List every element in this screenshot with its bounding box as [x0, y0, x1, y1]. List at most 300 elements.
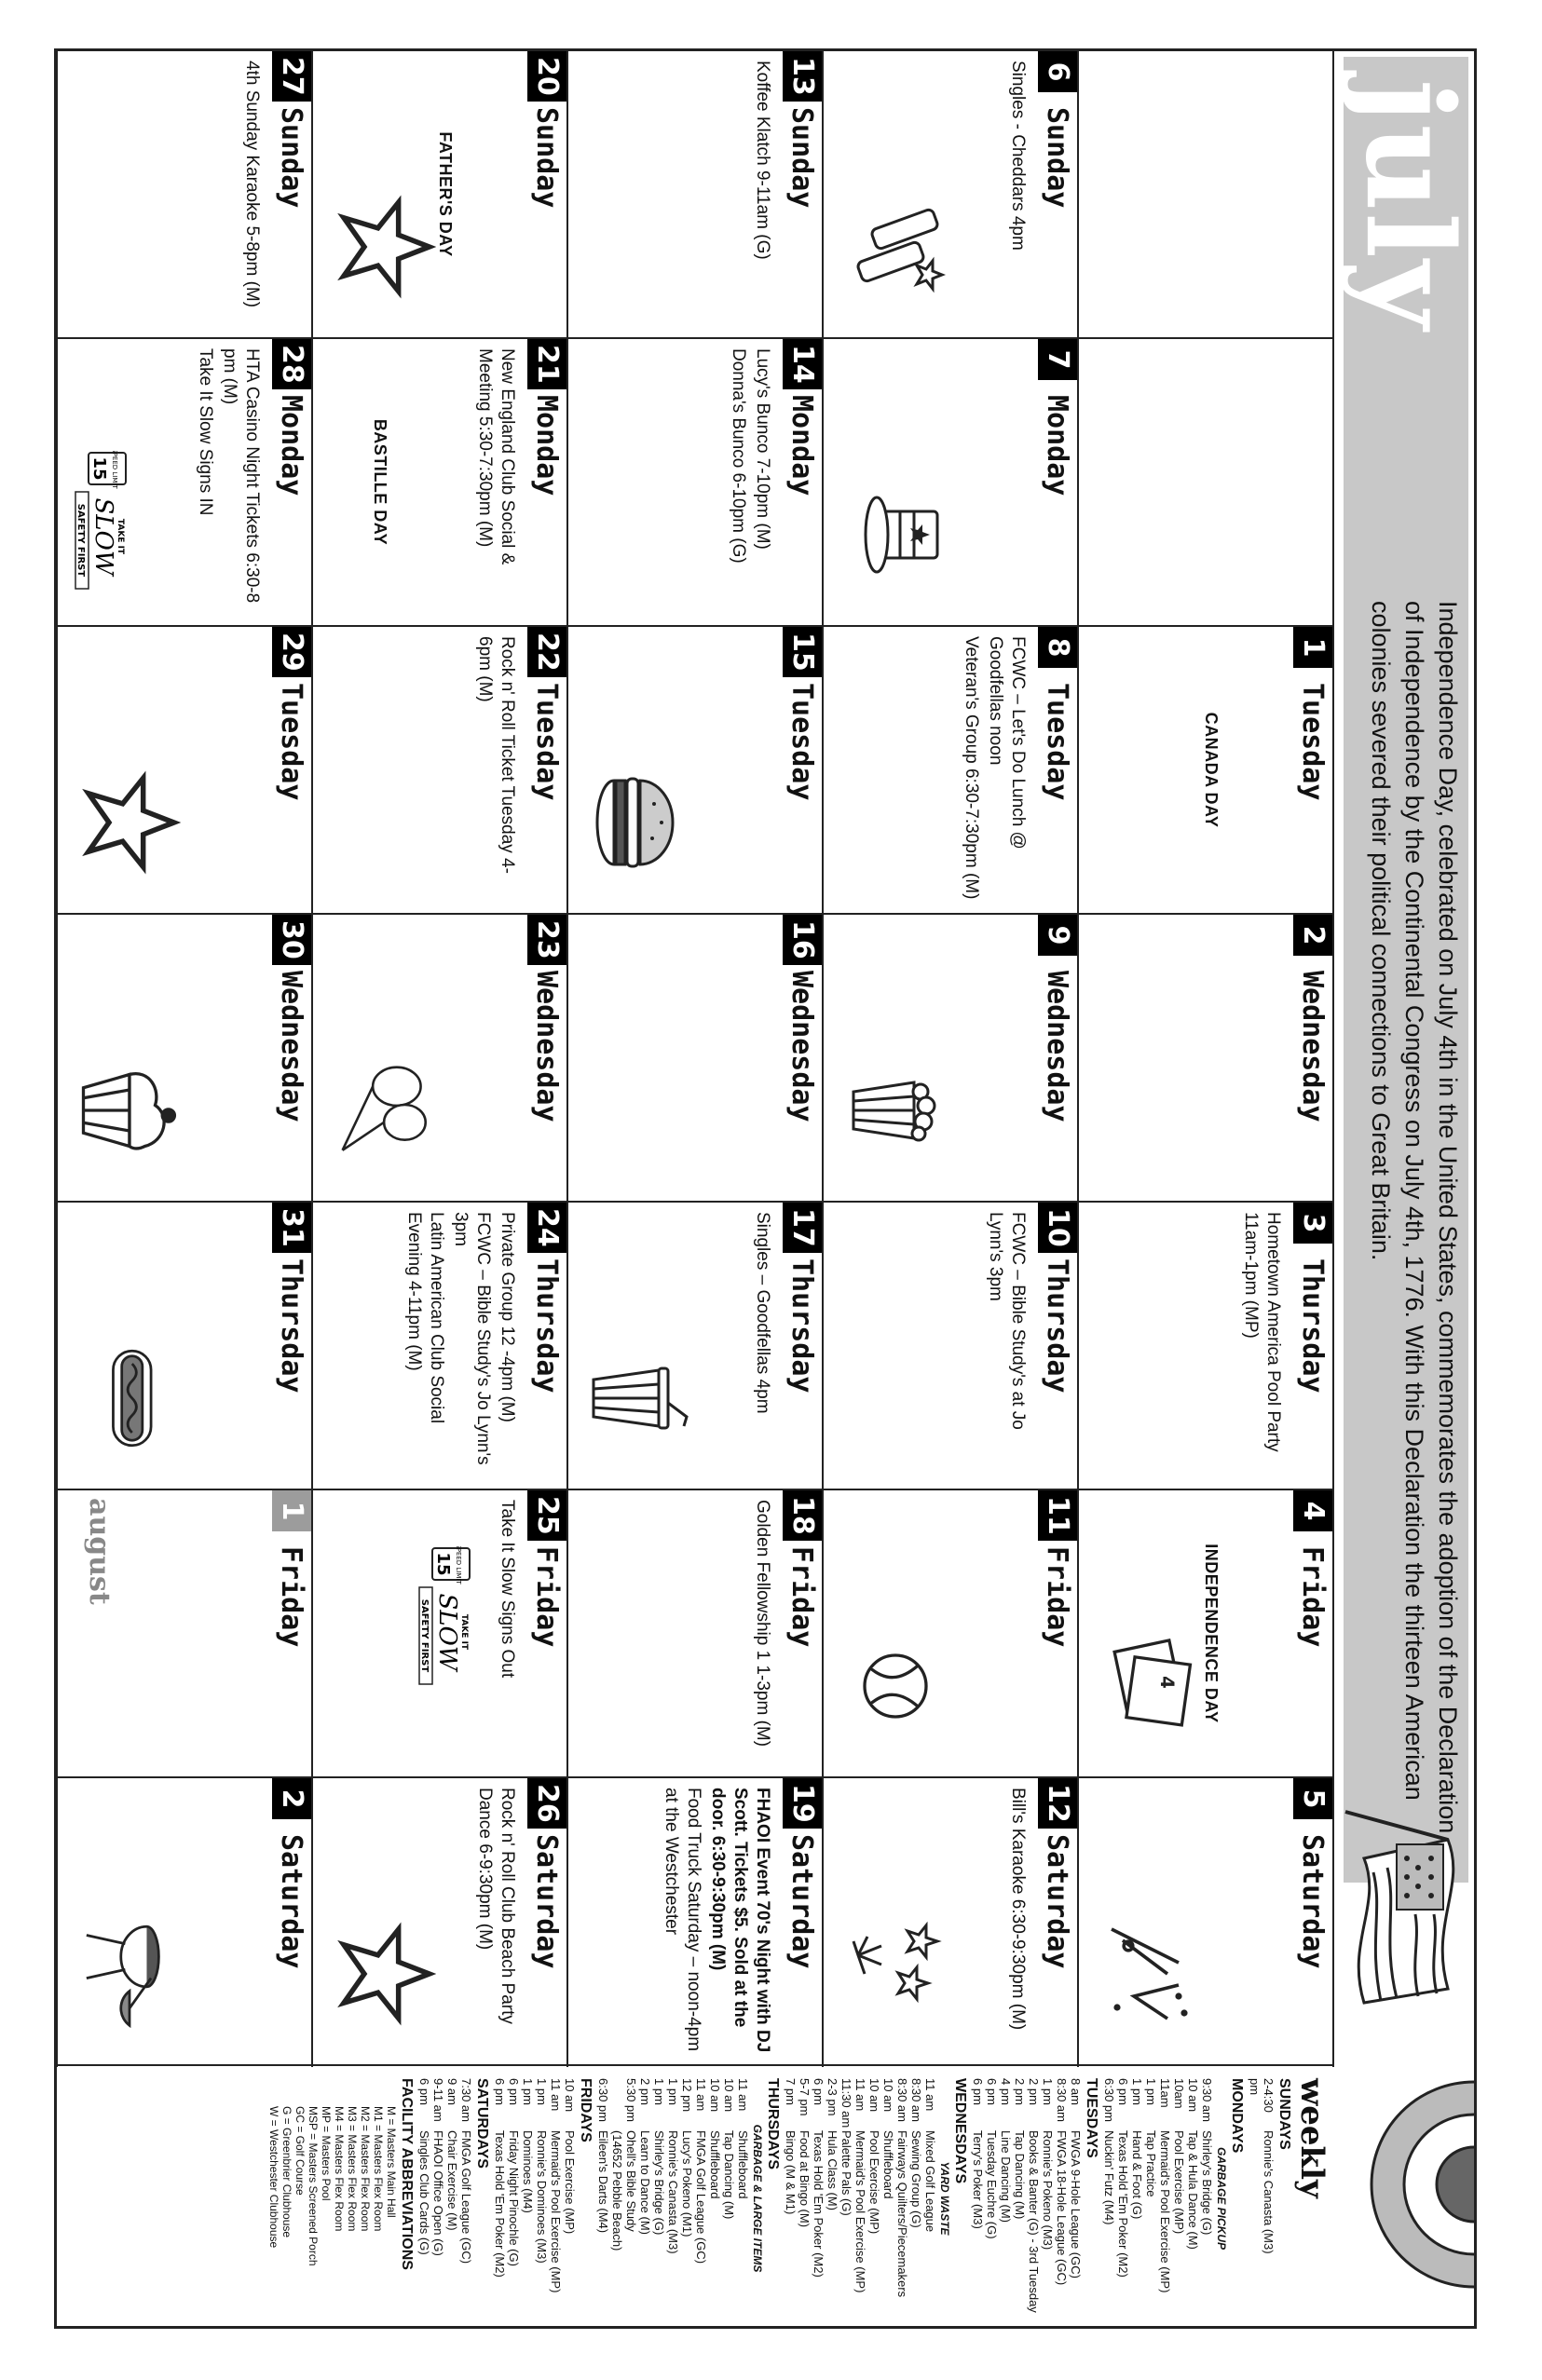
day-cell-27 — [58, 51, 311, 339]
weekly-item — [431, 2078, 445, 2319]
weekly-item-time: 8 am — [1069, 2078, 1083, 2105]
weekly-item-time: 6 pm — [985, 2078, 999, 2105]
day-number: 31 — [272, 1203, 311, 1253]
day-name: Monday — [275, 395, 307, 496]
day-cell-30 — [58, 915, 311, 1203]
month-title: july — [1339, 79, 1479, 332]
day-cell-20 — [313, 51, 566, 339]
weekly-item-label: Ronnie's Pokeno (M3) — [1041, 2130, 1055, 2251]
weekly-item-label: Mermaid's Pool Exercise (MP) — [1158, 2130, 1172, 2293]
day-events — [494, 1500, 518, 1769]
decoration-icon — [78, 767, 181, 878]
day-number: 13 — [783, 51, 822, 102]
day-cell-8 — [824, 627, 1077, 915]
day-cell-1 — [58, 1490, 311, 1778]
day-number: 2 — [272, 1778, 311, 1819]
weekly-item-time: 2-4:30 pm — [1248, 2078, 1276, 2113]
day-cell-14 — [568, 339, 822, 627]
svg-text:15: 15 — [89, 456, 109, 481]
weekly-item-label: Shirley's Bridge (G) — [652, 2130, 666, 2236]
weekly-item — [839, 2078, 853, 2319]
day-name: Tuesday — [275, 683, 307, 801]
day-number: 15 — [783, 627, 822, 677]
weekly-item — [521, 2078, 535, 2319]
abbreviation-item: W = Westchester Clubhouse — [267, 2106, 280, 2249]
weekly-item — [1144, 2078, 1158, 2319]
event-text: Koffee Klatch 9-11am (G) — [753, 61, 772, 260]
decoration-icon — [844, 1630, 947, 1742]
weekly-item-time: 5-7 pm — [798, 2078, 812, 2116]
calendar-header — [1339, 51, 1479, 2326]
day-name: Saturday — [275, 1834, 307, 1969]
day-events — [401, 1212, 518, 1481]
event-text: Private Group 12 -4pm (M) — [498, 1212, 517, 1422]
weekly-item-label: Texas Hold 'Em Poker (M2) — [812, 2130, 826, 2278]
weekly-item — [971, 2078, 985, 2319]
weekly-item — [1248, 2078, 1276, 2319]
weekly-item-label: Tap Dancing (M) — [722, 2130, 736, 2220]
weekly-item-time: 6 pm — [417, 2078, 431, 2105]
weekly-item-label: Lucy's Pokeno (M1) — [680, 2130, 694, 2237]
weekly-day-heading: SUNDAYS — [1276, 2078, 1292, 2150]
weekly-item — [1102, 2078, 1116, 2319]
decoration-icon — [1099, 1918, 1202, 2030]
day-cell-16 — [568, 915, 822, 1203]
weekly-item-time: 8:30 am — [1055, 2078, 1069, 2122]
weekly-item-label: Pool Exercise (MP) — [1172, 2130, 1186, 2235]
weekly-item-time: 1 pm — [1130, 2078, 1144, 2105]
event-text: Bill's Karaoke 6:30-9:30pm (M) — [1008, 1788, 1028, 2031]
weekly-item — [459, 2078, 473, 2319]
weekly-item-time: 1 pm — [666, 2078, 680, 2105]
abbreviation-item: M = Masters Main Hall — [385, 2106, 398, 2218]
weekly-item-time: 10am — [1172, 2078, 1186, 2109]
day-name: Saturday — [1041, 1834, 1073, 1969]
take-it-slow-sign-icon — [72, 451, 130, 591]
day-cell-24 — [313, 1203, 566, 1490]
day-cell-18 — [568, 1490, 822, 1778]
decoration-icon — [78, 1918, 181, 2030]
weekly-item-time: 2 pm — [638, 2078, 652, 2105]
day-cell-15 — [568, 627, 822, 915]
day-events — [471, 636, 518, 905]
svg-text:TAKE IT: TAKE IT — [116, 518, 125, 555]
day-cell-6 — [824, 51, 1077, 339]
day-number: 1 — [1293, 627, 1332, 668]
day-cell-12 — [824, 1778, 1077, 2066]
day-name: Thursday — [1296, 1258, 1329, 1394]
weekly-item — [1116, 2078, 1130, 2319]
weekly-item-time: 9:30 am — [1200, 2078, 1214, 2122]
day-name: Monday — [785, 395, 818, 496]
weekly-item-time: 1 pm — [521, 2078, 535, 2105]
weekly-day-heading: THURSDAYS — [765, 2078, 781, 2170]
decoration-icon — [334, 191, 436, 303]
day-number: 11 — [1038, 1490, 1077, 1541]
event-text: Food Truck Saturday – noon-4pm at the Westchester — [662, 1788, 703, 2052]
weekly-item — [853, 2078, 867, 2319]
weekly-item-label: Hand & Foot (G) — [1130, 2130, 1144, 2220]
weekly-item — [563, 2078, 577, 2319]
weekly-item-label: Shirley's Bridge (G) — [1200, 2130, 1214, 2236]
weekly-item-time: 11:30 am — [839, 2078, 853, 2128]
day-cell-19 — [568, 1778, 822, 2066]
day-events — [958, 636, 1029, 905]
decoration-icon — [844, 1918, 947, 2030]
event-text: Rock n' Roll Ticket Tuesday 4-6pm (M) — [475, 636, 517, 874]
weekly-item-time: 2 pm — [1027, 2078, 1041, 2105]
day-name: Saturday — [1296, 1834, 1329, 1969]
weekly-item-time: 2 pm — [1013, 2078, 1027, 2105]
day-name: Tuesday — [530, 683, 563, 801]
weekly-item-time: 11am — [1158, 2078, 1172, 2108]
day-name: Friday — [1041, 1546, 1073, 1648]
day-number: 20 — [527, 51, 566, 102]
day-events — [1237, 1212, 1284, 1481]
weekly-item-label: Singles Club Cards (G) — [417, 2130, 431, 2255]
calendar-grid — [55, 51, 1334, 2067]
weekly-item — [895, 2078, 909, 2319]
day-cell-5 — [1079, 1778, 1332, 2066]
weekly-item-label: FMGA Golf League (GC) — [459, 2130, 473, 2264]
weekly-item-label: Bingo (M & M1) — [784, 2130, 798, 2215]
day-cell-31 — [58, 1203, 311, 1490]
abbreviation-item: M4 = Masters Flex Room — [333, 2106, 346, 2232]
weekly-item — [722, 2078, 736, 2319]
weekly-day-heading: MONDAYS — [1229, 2078, 1245, 2154]
weekly-item-label: Texas Hold 'Em Poker (M2) — [493, 2130, 507, 2278]
weekly-item-time: 10 am — [563, 2078, 577, 2113]
svg-text:4: 4 — [1155, 1676, 1178, 1689]
weekly-item-label: Mermaid's Pool Exercise (MP) — [549, 2130, 563, 2293]
weekly-day-heading: SATURDAYS — [474, 2078, 490, 2169]
day-name: Tuesday — [1041, 683, 1073, 801]
decoration-icon — [589, 767, 691, 878]
weekly-item-label: Tuesday Euchre (G) — [985, 2130, 999, 2239]
american-flag-icon — [1336, 1802, 1467, 2035]
weekly-item — [1027, 2078, 1041, 2319]
weekly-item-label: Terry's Poker (M3) — [971, 2130, 985, 2229]
weekly-item-label: Ronnie's Dominoes (M3) — [535, 2130, 549, 2264]
weekly-item-time: 1 pm — [1041, 2078, 1055, 2105]
day-cell-10 — [824, 1203, 1077, 1490]
day-name: Sunday — [785, 107, 818, 209]
event-text: Lucy's Bunco 7-10pm (M) — [753, 348, 772, 550]
empty-day-cell — [1079, 339, 1332, 627]
svg-text:SPEED LIMIT: SPEED LIMIT — [455, 1546, 462, 1584]
weekly-item-time: 10 am — [722, 2078, 736, 2113]
event-text: FCWC – Let's Do Lunch @ Goodfellas noon — [986, 636, 1028, 850]
day-name: Friday — [530, 1546, 563, 1648]
decoration-icon — [78, 1054, 181, 1166]
calendar-week-row — [566, 51, 822, 2067]
weekly-item-label: Fairways Quilters/Piecemakers — [895, 2130, 909, 2298]
day-name: Saturday — [530, 1834, 563, 1969]
abbreviation-item: MSP = Masters Screened Porch — [307, 2106, 320, 2266]
day-events — [471, 348, 518, 618]
calendar-week-row — [311, 51, 566, 2067]
weekly-item-time: 6 pm — [812, 2078, 826, 2105]
day-cell-13 — [568, 51, 822, 339]
weekly-item-time: 2-3 pm — [826, 2078, 839, 2116]
weekly-pickup-note: GARBAGE PICKUP — [1215, 2146, 1228, 2250]
decoration-icon — [334, 1918, 436, 2030]
event-text: Rock n' Roll Club Beach Party Dance 6-9:30pm (M) — [475, 1788, 517, 2024]
day-name: Wednesday — [1296, 971, 1329, 1122]
weekly-item-label: FWGA 9-Hole League (GC) — [1069, 2130, 1083, 2278]
day-number: 2 — [1293, 915, 1332, 956]
weekly-item-label: Ohell's Bible Study — [624, 2130, 638, 2232]
weekly-pickup-note: YARD WASTE — [938, 2161, 951, 2236]
weekly-item-time: 1 pm — [535, 2078, 549, 2105]
weekly-item-label: Tap & Hula Dance (M) — [1186, 2130, 1200, 2250]
weekly-item — [610, 2078, 624, 2319]
day-name: Wednesday — [275, 971, 307, 1122]
event-text: FHAOI Event 70's Night with DJ Scott. Tickets $5. Sold at the door. 6:30-9:30pm (M) — [708, 1788, 772, 2053]
event-text: Hometown America Pool Party 11am-1pm (MP) — [1241, 1212, 1283, 1452]
holiday-label: INDEPENDENCE DAY — [1202, 1544, 1221, 1723]
day-name: Sunday — [530, 107, 563, 209]
next-month-label: august — [83, 1498, 116, 1605]
weekly-item — [1055, 2078, 1069, 2319]
weekly-item-time: 11 am — [923, 2078, 937, 2112]
weekly-item-time — [610, 2078, 624, 2130]
weekly-item — [694, 2078, 708, 2319]
weekly-item — [1200, 2078, 1214, 2319]
day-events — [658, 1788, 773, 2057]
day-number: 23 — [527, 915, 566, 965]
day-number: 30 — [272, 915, 311, 965]
weekly-item — [798, 2078, 812, 2319]
weekly-item-label: Shuffleboard — [881, 2130, 895, 2199]
day-name: Friday — [275, 1546, 307, 1648]
take-it-slow-sign-icon — [416, 1546, 473, 1686]
abbreviation-item: M1 = Masters Flex Room — [372, 2106, 385, 2232]
weekly-item-label: FWGA 18-Hole League (GC) — [1055, 2130, 1069, 2286]
weekly-item-time: 10 am — [867, 2078, 881, 2113]
weekly-item-label: Dominoes (M4) — [521, 2130, 535, 2213]
decoration-icon — [334, 1054, 436, 1166]
decoration-icon — [844, 1054, 947, 1166]
weekly-item-time: 11 am — [736, 2078, 750, 2112]
day-number: 18 — [783, 1490, 822, 1541]
day-number: 4 — [1293, 1490, 1332, 1531]
day-name: Friday — [1296, 1546, 1329, 1648]
weekly-item-time: 10 am — [881, 2078, 895, 2113]
weekly-item — [493, 2078, 507, 2319]
day-number: 27 — [272, 51, 311, 102]
weekly-item-label: Pool Exercise (MP) — [867, 2130, 881, 2235]
day-cell-4 — [1079, 1490, 1332, 1778]
day-events — [239, 61, 263, 330]
weekly-item-label: Mixed Golf League — [923, 2130, 937, 2233]
day-cell-29 — [58, 627, 311, 915]
weekly-item — [826, 2078, 839, 2319]
weekly-item-label: Tap Practice — [1144, 2130, 1158, 2197]
day-cell-7 — [824, 339, 1077, 627]
weekly-item-time: 11 am — [549, 2078, 563, 2112]
day-name: Thursday — [1041, 1258, 1073, 1394]
day-events — [749, 1212, 773, 1481]
weekly-item — [881, 2078, 895, 2319]
day-cell-2 — [1079, 915, 1332, 1203]
weekly-item-label: Food at Bingo (M) — [798, 2130, 812, 2228]
weekly-item — [535, 2078, 549, 2319]
day-number: 17 — [783, 1203, 822, 1253]
day-cell-28 — [58, 339, 311, 627]
day-cell-22 — [313, 627, 566, 915]
day-number: 21 — [527, 339, 566, 389]
weekly-item — [812, 2078, 826, 2319]
weekly-item — [1158, 2078, 1172, 2319]
event-text: Singles - Cheddars 4pm — [1008, 61, 1028, 251]
event-text: Latin American Club Social Evening 4-11pm (M) — [404, 1212, 446, 1424]
day-name: Monday — [530, 395, 563, 496]
weekly-item — [666, 2078, 680, 2319]
calendar-week-row — [56, 51, 311, 2067]
day-name: Saturday — [785, 1834, 818, 1969]
weekly-item-time: 11 am — [694, 2078, 708, 2112]
weekly-item-label: Mermaid's Pool Exercise (MP) — [853, 2130, 867, 2293]
weekly-item-time: 11 am — [853, 2078, 867, 2112]
day-number: 22 — [527, 627, 566, 677]
weekly-item-label: Ronnie's Canasta (M3) — [1262, 2130, 1276, 2254]
holiday-label: BASTILLE DAY — [371, 418, 389, 546]
day-events — [725, 348, 773, 618]
weekly-item-label: Friday Night Pinochle (G) — [507, 2130, 521, 2266]
weekly-item-time: 7 pm — [784, 2078, 798, 2105]
weekly-pickup-note: GARBAGE & LARGE ITEMS — [751, 2124, 764, 2273]
weekly-item — [999, 2078, 1013, 2319]
weekly-item-time: 1 pm — [1144, 2078, 1158, 2105]
weekly-item-time: 12 pm — [680, 2078, 694, 2113]
decoration-icon — [589, 1342, 691, 1454]
event-text: 4th Sunday Karaoke 5-8pm (M) — [242, 61, 262, 308]
event-text: Take It Slow Signs IN — [196, 348, 215, 516]
day-events — [192, 348, 263, 618]
weekly-item — [1069, 2078, 1083, 2319]
calendar-week-row — [822, 51, 1077, 2067]
weekly-item-label: Tap Dancing (M) — [1013, 2130, 1027, 2220]
day-events — [1004, 61, 1029, 330]
event-text: Veteran's Group 6:30-7:30pm (M) — [962, 636, 981, 900]
day-number: 1 — [272, 1490, 311, 1531]
decoration-icon — [78, 1342, 181, 1454]
weekly-schedule — [57, 2071, 1334, 2326]
weekly-item-label: Books & Banter (G) - 3rd Tuesday — [1027, 2130, 1041, 2313]
weekly-item-label: Texas Hold 'Em Poker (M2) — [1116, 2130, 1130, 2278]
weekly-item-label: Shuffleboard — [736, 2130, 750, 2199]
weekly-item — [417, 2078, 431, 2319]
abbreviations-heading: FACILITY ABBREVIATIONS — [399, 2078, 415, 2270]
weekly-item-time: 1 pm — [652, 2078, 666, 2105]
weekly-item — [985, 2078, 999, 2319]
holiday-label: CANADA DAY — [1202, 712, 1221, 828]
bunting-fan-icon — [1339, 2063, 1474, 2305]
day-name: Wednesday — [530, 971, 563, 1122]
day-number: 7 — [1038, 339, 1077, 380]
weekly-item-label: Pool Exercise (MP) — [563, 2130, 577, 2235]
weekly-item — [652, 2078, 666, 2319]
weekly-item — [909, 2078, 923, 2319]
weekly-item — [638, 2078, 652, 2319]
weekly-item — [1041, 2078, 1055, 2319]
day-cell-25 — [313, 1490, 566, 1778]
day-number: 25 — [527, 1490, 566, 1541]
weekly-item-time: 10 am — [1186, 2078, 1200, 2113]
weekly-item-time: 5:30 pm — [624, 2078, 638, 2122]
weekly-item-label: Shuffleboard — [708, 2130, 722, 2199]
weekly-item — [1186, 2078, 1200, 2319]
day-name: Tuesday — [785, 683, 818, 801]
abbreviation-item: M2 = Masters Flex Room — [359, 2106, 372, 2232]
weekly-item-label: Nuckin' Futz (M4) — [1102, 2130, 1116, 2225]
weekly-item-time: 8:30 am — [909, 2078, 923, 2122]
day-number: 24 — [527, 1203, 566, 1253]
weekly-item — [867, 2078, 881, 2319]
day-name: Monday — [1041, 395, 1073, 496]
decoration-icon — [1099, 1630, 1202, 1742]
abbreviation-item: GC = Golf Course — [293, 2106, 307, 2196]
svg-text:SLOW: SLOW — [89, 497, 117, 576]
weekly-item-label: Palette Pals (G) — [839, 2130, 853, 2216]
day-number: 26 — [527, 1778, 566, 1829]
weekly-day-heading: WEDNESDAYS — [952, 2078, 968, 2184]
day-name: Thursday — [530, 1258, 563, 1394]
svg-text:SAFETY FIRST: SAFETY FIRST — [419, 1598, 430, 1673]
weekly-item — [596, 2078, 610, 2319]
day-name: Tuesday — [1296, 683, 1329, 801]
weekly-item-time: 10 am — [708, 2078, 722, 2113]
calendar-week-row — [1077, 51, 1332, 2067]
event-text: Golden Fellowship 1 1-3pm (M) — [753, 1500, 772, 1748]
day-events — [749, 61, 773, 330]
weekly-item — [445, 2078, 459, 2319]
weekly-item-time: 6 pm — [493, 2078, 507, 2105]
weekly-item-time: 6 pm — [971, 2078, 985, 2105]
day-name: Thursday — [785, 1258, 818, 1394]
weekly-item — [1013, 2078, 1027, 2319]
weekly-item-label: (14652 Pebble Beach) — [610, 2130, 624, 2251]
svg-text:SAFETY FIRST: SAFETY FIRST — [75, 503, 86, 578]
day-events — [471, 1788, 518, 2057]
empty-day-cell — [1079, 51, 1332, 339]
event-text: FCWC – Bible Study's Jo Lynn's 3pm — [451, 1212, 493, 1465]
weekly-item-label: Chair Exercise (M) — [445, 2130, 459, 2231]
weekly-item — [549, 2078, 563, 2319]
weekly-item-time: 9 am — [445, 2078, 459, 2105]
day-number: 14 — [783, 339, 822, 389]
weekly-item-label: FHAOI Office Open (G) — [431, 2130, 445, 2256]
weekly-item — [1172, 2078, 1186, 2319]
event-text: HTA Casino Night Tickets 6:30-8 pm (M) — [220, 348, 262, 604]
day-number: 29 — [272, 627, 311, 677]
weekly-item — [923, 2078, 937, 2319]
event-text: Take It Slow Signs Out — [498, 1500, 517, 1679]
day-name: Thursday — [275, 1258, 307, 1394]
svg-text:SLOW: SLOW — [433, 1593, 461, 1671]
day-cell-26 — [313, 1778, 566, 2066]
weekly-item — [624, 2078, 638, 2319]
day-number: 12 — [1038, 1778, 1077, 1829]
day-number: 8 — [1038, 627, 1077, 668]
day-name: Friday — [785, 1546, 818, 1648]
weekly-item — [784, 2078, 798, 2319]
weekly-item-time: 6 pm — [1116, 2078, 1130, 2105]
day-events — [749, 1500, 773, 1769]
day-number: 6 — [1038, 51, 1077, 92]
day-number: 3 — [1293, 1203, 1332, 1244]
